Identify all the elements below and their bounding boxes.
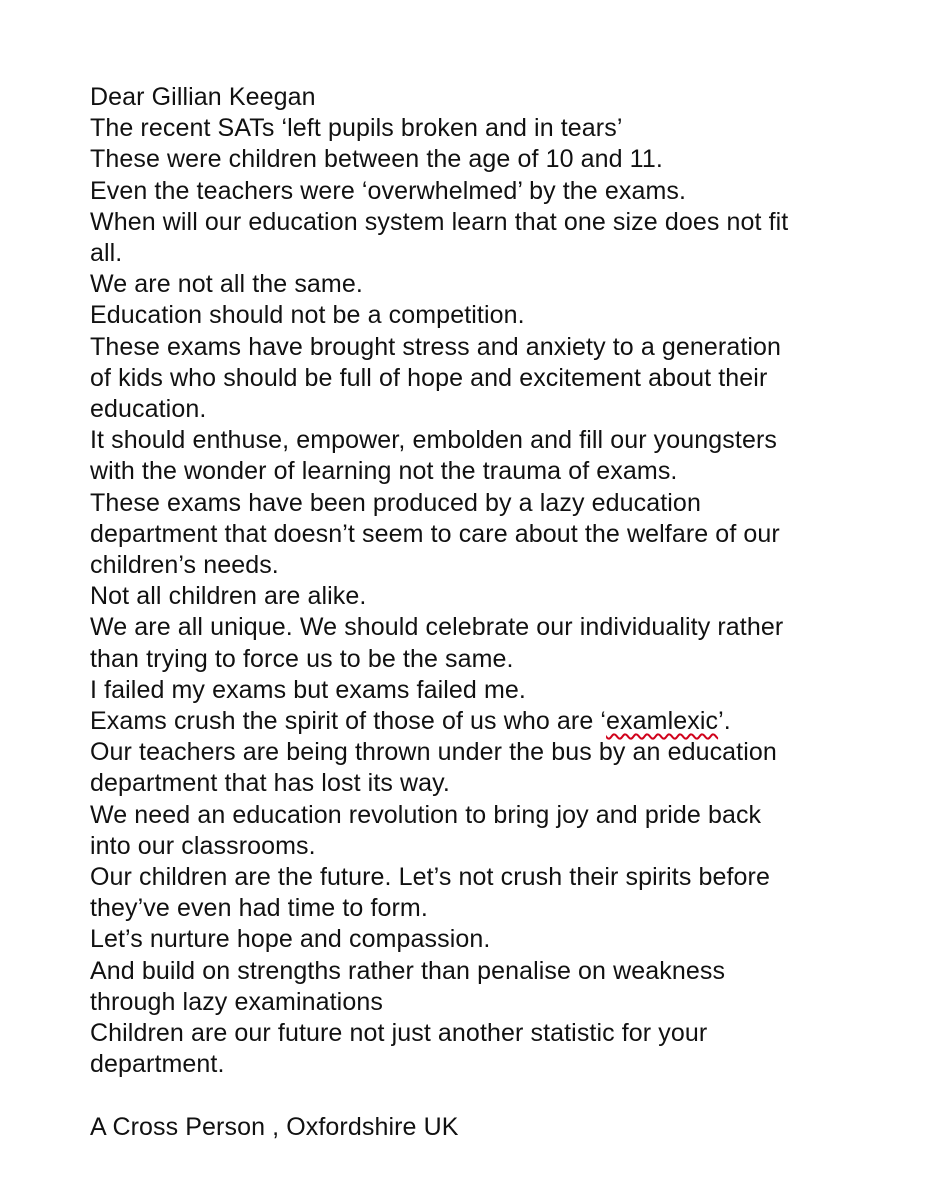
letter-line: Our children are the future. Let’s not crush their spirits before [90,863,770,892]
letter-body [90,82,910,1143]
letter-line: through lazy examinations [90,987,383,1016]
letter-line: We are all unique. We should celebrate our individuality rather [90,613,784,642]
letter-line: These exams have brought stress and anxiety to a generation [90,332,782,361]
spellcheck-flagged-word[interactable]: examlexic [606,707,719,736]
letter-line: These exams have been produced by a lazy education [90,488,701,517]
letter-line: than trying to force us to be the same. [90,644,514,673]
letter-line: Children are our future not just another statistic for your [90,1019,708,1048]
letter-line: into our classrooms. [90,831,316,860]
letter-line: Even the teachers were ‘overwhelmed’ by the exams. [90,176,687,205]
letter-line: When will our education system learn that one size does not fit [90,207,789,236]
letter-line: children’s needs. [90,551,279,580]
letter-line: I failed my exams but exams failed me. [90,675,526,704]
letter-line: It should enthuse, empower, embolden and fill our youngsters [90,426,777,455]
letter-line: with the wonder of learning not the trauma of exams. [90,457,678,486]
examlexic-line-after: ’. [718,707,731,736]
letter-line-examlexic [90,706,910,737]
paragraph-spacer [90,1081,910,1112]
letter-line: Education should not be a competition. [90,301,525,330]
letter-line: The recent SATs ‘left pupils broken and in tears’ [90,114,623,143]
letter-signature: A Cross Person , Oxfordshire UK [90,1112,459,1141]
examlexic-line-before: Exams crush the spirit of those of us who are ‘ [90,707,607,736]
letter-line: We need an education revolution to bring joy and pride back [90,800,762,829]
letter-line: department that has lost its way. [90,769,450,798]
letter-line: department that doesn’t seem to care about the welfare of our [90,519,780,548]
letter-line: And build on strengths rather than penalise on weakness [90,956,726,985]
letter-line: of kids who should be full of hope and excitement about their [90,363,768,392]
letter-line: they’ve even had time to form. [90,894,428,923]
letter-line: We are not all the same. [90,270,363,299]
letter-line: Let’s nurture hope and compassion. [90,925,491,954]
letter-salutation: Dear Gillian Keegan [90,83,316,111]
letter-line: Not all children are alike. [90,582,367,611]
letter-line: Our teachers are being thrown under the bus by an education [90,738,777,767]
letter-line: education. [90,395,207,424]
letter-line: These were children between the age of 10 and 11. [90,145,663,174]
letter-line: all. [90,239,123,268]
letter-line: department. [90,1050,225,1079]
